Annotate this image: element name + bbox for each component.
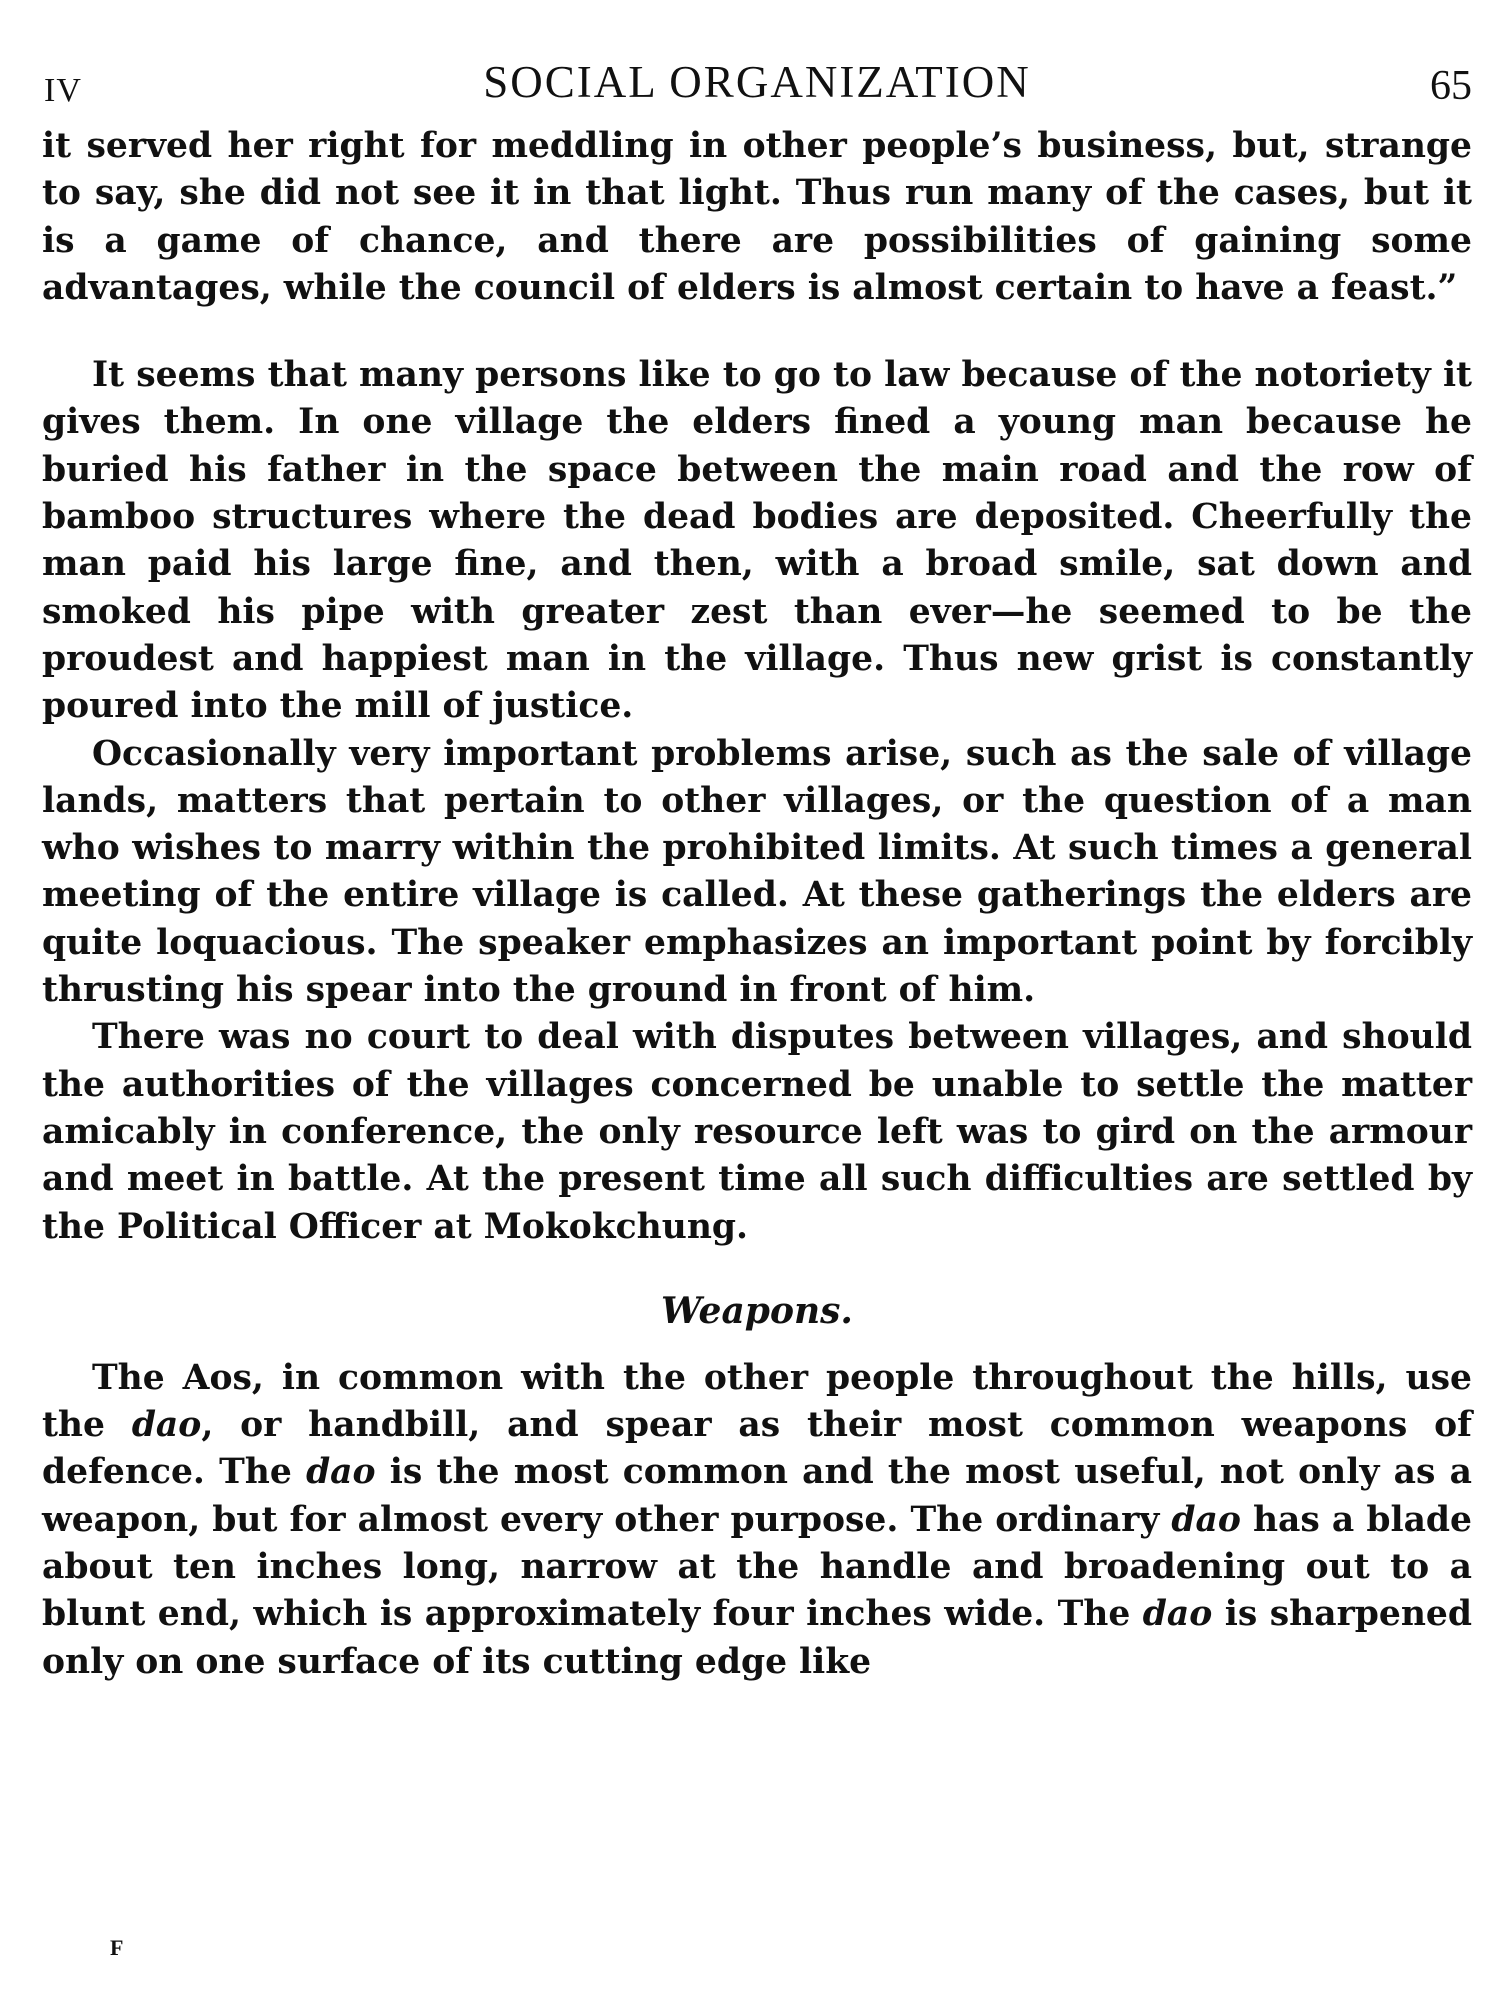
- paragraph-general-meeting: Occasionally very important problems arise, such as the sale of village lands, matters that pertain to other villages, or the question of a man who wishes to marry within the prohibited limits. At such times a general meeting of the entire village is called. At these gatherings the elders are quite loquacious. The speaker emphasizes an important point by forcibly thrusting his spear into the ground in front of him.: [42, 733, 1472, 1011]
- signature-mark: F: [110, 1935, 124, 1960]
- italic-term-dao: dao: [1171, 1499, 1241, 1540]
- paragraph-weapons: [42, 1355, 1472, 1686]
- text-run: has a blade about ten inches long, narrow at the handle and broadening out to a blunt end, which is approximately four inches wide. The: [42, 1499, 1472, 1635]
- body-text: [42, 123, 1472, 1686]
- chapter-number: IV: [44, 72, 82, 109]
- paragraph-notoriety: It seems that many persons like to go to law because of the notoriety it gives them. In one village the elders fined a young man because he buried his father in the space between the main road and the row of bamboo structures where the dead bodies are deposited. Cheerfully the man paid his large fine, and then, with a broad smile, sat down and smoked his pipe with greater zest than ever—he seemed to be the proudest and happiest man in the village. Thus new grist is constantly poured into the mill of justice.: [42, 355, 1472, 727]
- paragraph-continued: it served her right for meddling in other people’s business, but, strange to say, she did not see it in that light. Thus run many of the cases, but it is a game of chance, and there are possibilities of gaining some advantages, while the council of elders is almost certain to have a feast.”: [42, 126, 1472, 308]
- italic-term-dao: dao: [131, 1405, 202, 1446]
- text-run: is the most common and the most useful, not only as a weapon, but for almost every other purpose. The ordinary: [42, 1452, 1472, 1540]
- running-title: SOCIAL ORGANIZATION: [483, 57, 1031, 107]
- page-number: 65: [1430, 63, 1472, 109]
- book-page: [42, 50, 1472, 1990]
- section-heading-weapons: Weapons.: [661, 1289, 853, 1332]
- text-run: The Aos, in common with the other people throughout the hills, use the: [42, 1357, 1472, 1446]
- italic-term-dao: dao: [306, 1452, 376, 1493]
- running-head: [42, 50, 1472, 120]
- paragraph-disputes: There was no court to deal with disputes between villages, and should the authorities of the villages concerned be unable to settle the matter amicably in conference, the only resource left was to gird on the armour and meet in battle. At the present time all such difficulties are settled by the Political Officer at Mokokchung.: [42, 1017, 1472, 1247]
- text-run: , or handbill, and spear as their most common weapons of defence. The: [42, 1405, 1473, 1493]
- text-run: is sharpened only on one surface of its cutting edge like: [42, 1594, 1472, 1682]
- italic-term-dao: dao: [1142, 1594, 1213, 1635]
